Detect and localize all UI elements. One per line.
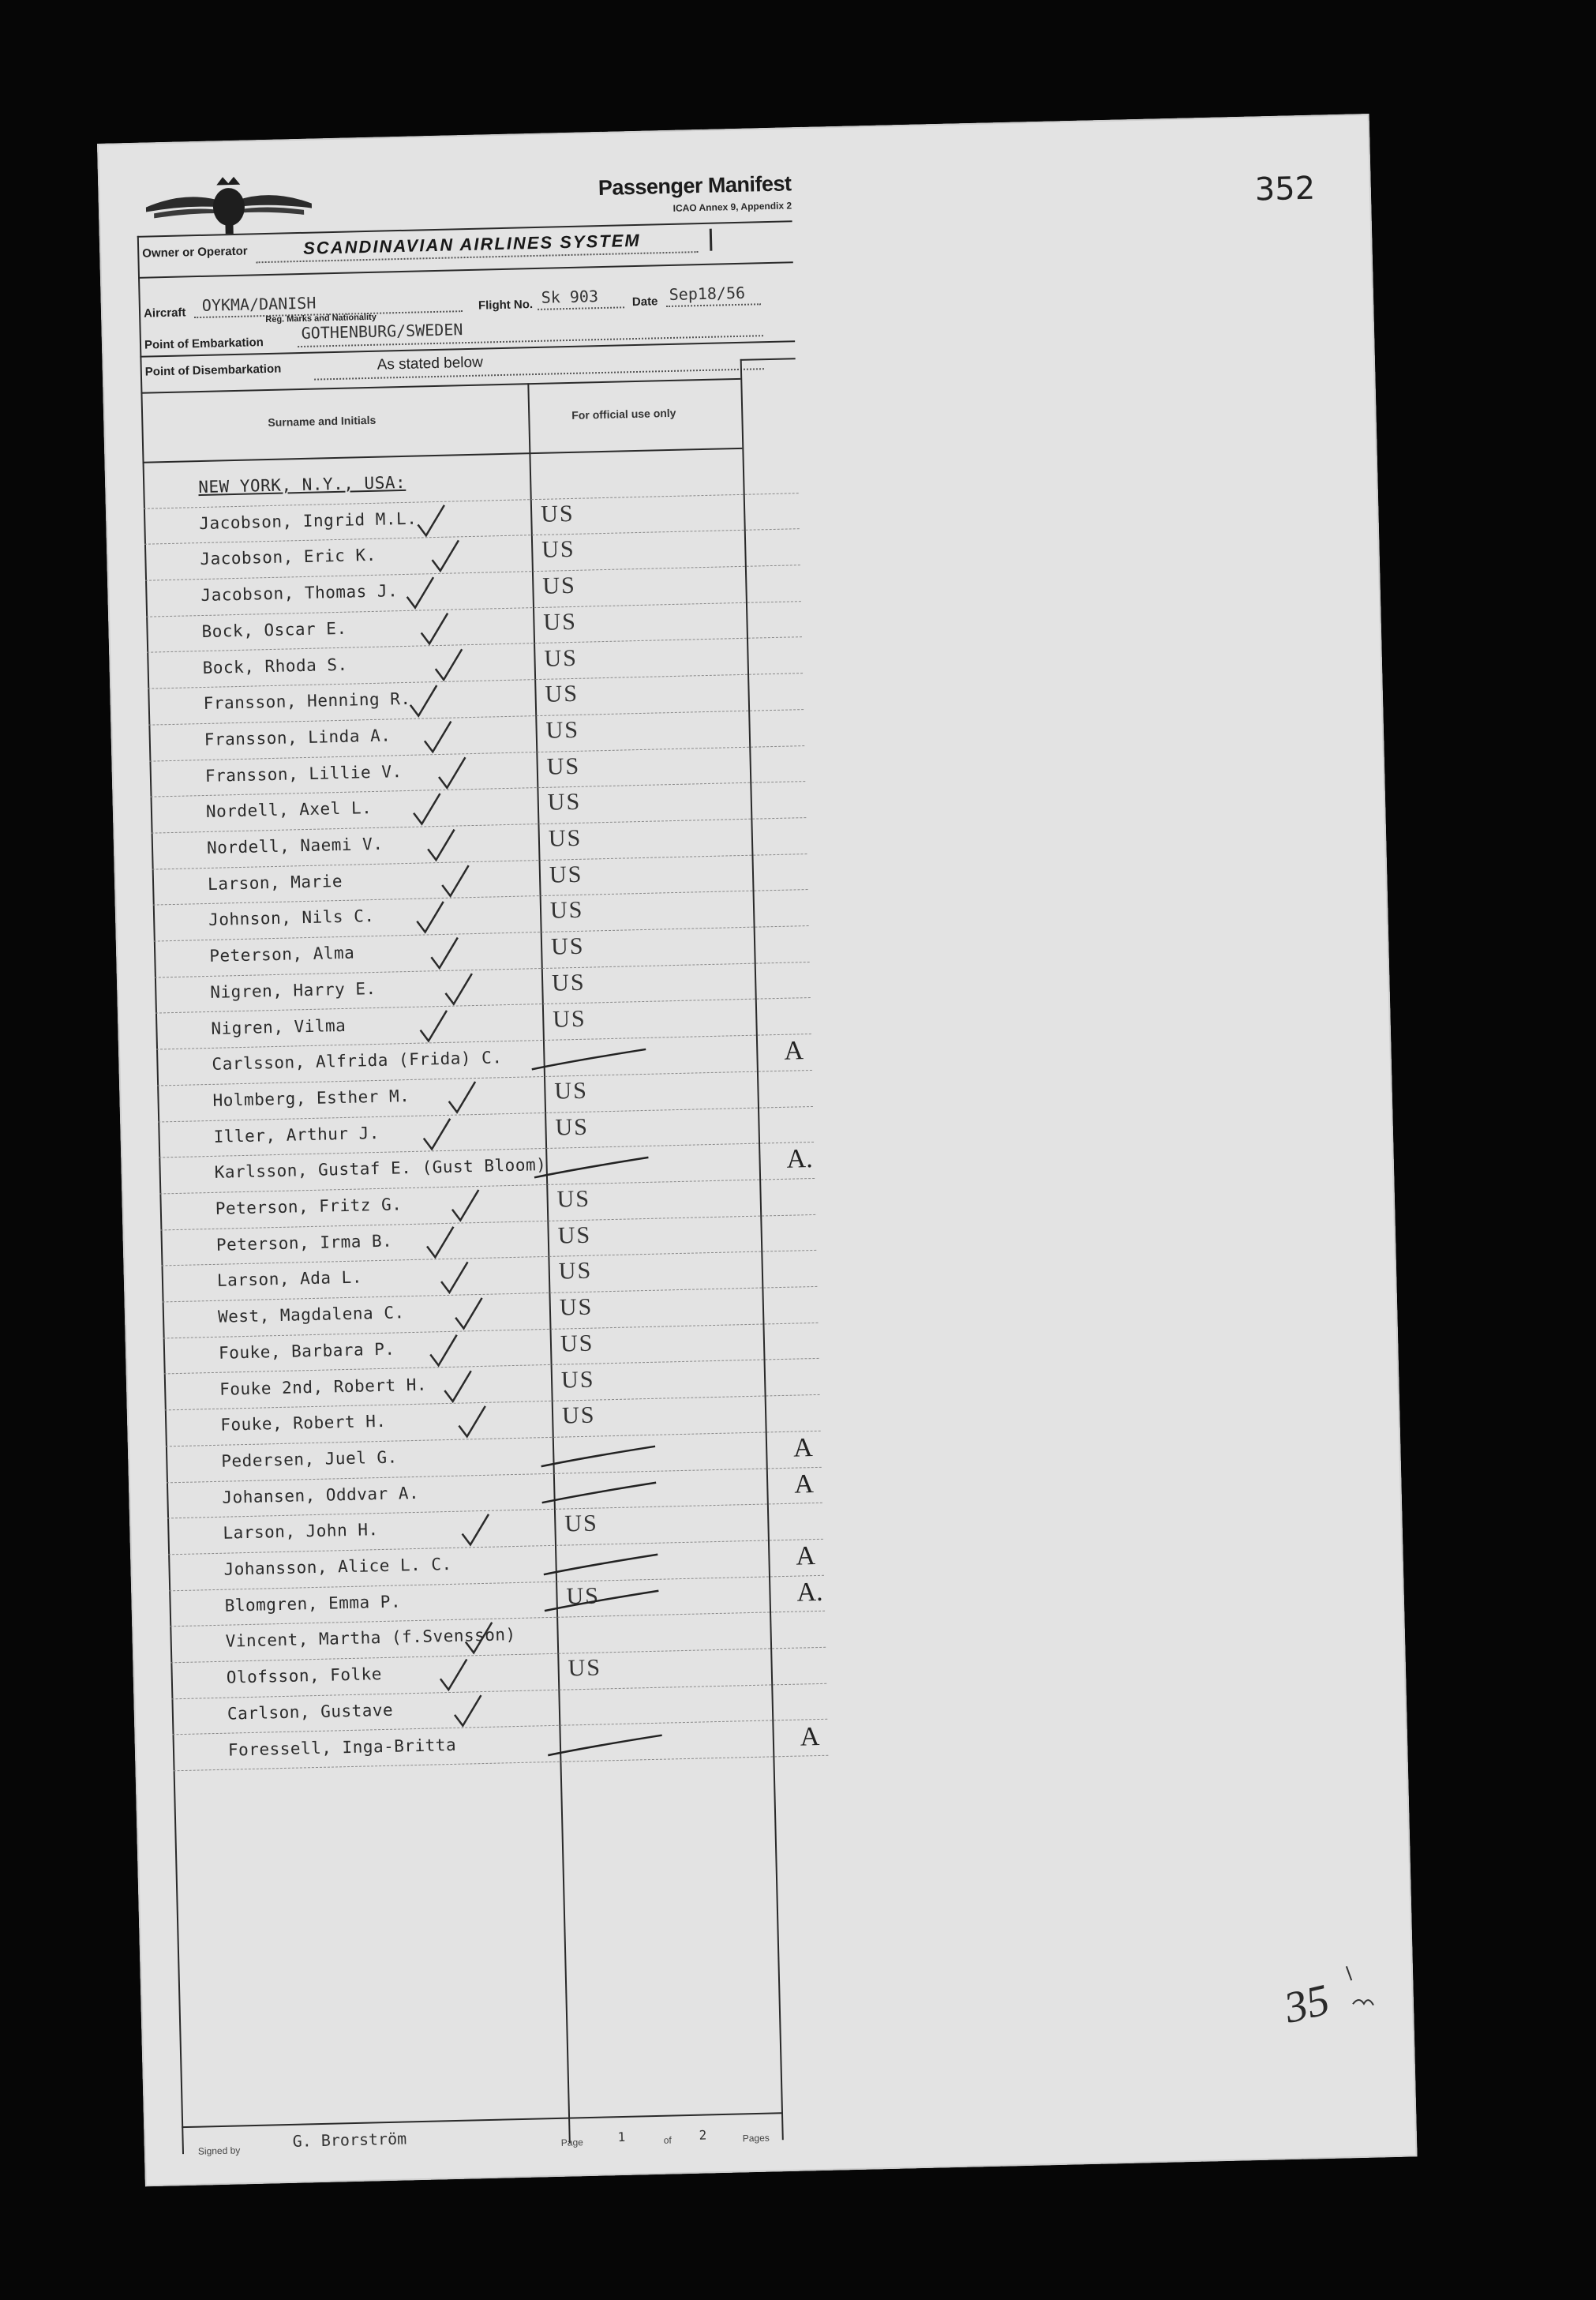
- flight-line: [538, 306, 624, 310]
- manifest-title: Passenger Manifest: [598, 171, 792, 201]
- embark-value: GOTHENBURG/SWEDEN: [301, 320, 463, 343]
- passenger-name: Johansson, Alice L. C.: [223, 1554, 452, 1579]
- flight-value: Sk 903: [541, 287, 599, 307]
- official-use-mark: US: [550, 932, 585, 960]
- strike-mark-icon: [540, 1582, 667, 1617]
- annotation-mark: A: [793, 1469, 815, 1499]
- checkmark-icon: [431, 1657, 503, 1694]
- of-value: 2: [699, 2127, 707, 2143]
- handwritten-note: [1277, 1957, 1389, 2039]
- official-use-mark: US: [543, 608, 578, 636]
- checkmark-icon: [424, 1332, 496, 1368]
- passenger-name: Nordell, Naemi V.: [206, 834, 384, 857]
- annotation-mark: A.: [786, 1144, 814, 1175]
- form-rule-1: [138, 261, 793, 279]
- passenger-name: Fransson, Lillie V.: [204, 761, 403, 786]
- disembark-label: Point of Disembarkation: [144, 362, 282, 379]
- page-number: 352: [1254, 170, 1316, 208]
- official-use-mark: US: [549, 897, 584, 925]
- passenger-name: Larson, John H.: [223, 1520, 379, 1544]
- passenger-name: Johansen, Oddvar A.: [222, 1483, 420, 1507]
- passenger-name: West, Magdalena C.: [217, 1303, 405, 1326]
- signed-by-value: G. Brorström: [292, 2129, 407, 2151]
- passenger-name: Bock, Oscar E.: [201, 618, 347, 641]
- owner-label: Owner or Operator: [142, 244, 248, 261]
- annotation-mark: A: [800, 1721, 820, 1752]
- footer-rule: [182, 2112, 781, 2128]
- flight-label: Flight No.: [478, 298, 534, 313]
- airline-logo: [137, 171, 320, 238]
- strike-mark-icon: [530, 1150, 657, 1184]
- checkmark-icon: [432, 1693, 504, 1729]
- official-use-mark: US: [558, 1258, 593, 1285]
- strike-mark-icon: [538, 1474, 665, 1509]
- passenger-name: Holmberg, Esther M.: [212, 1086, 410, 1110]
- official-use-mark: US: [560, 1366, 595, 1394]
- checkmark-icon: [428, 1513, 500, 1549]
- passenger-name: Pedersen, Juel G.: [221, 1447, 399, 1471]
- official-use-mark: US: [568, 1654, 602, 1682]
- checkmark-icon: [418, 1080, 489, 1116]
- checkmark-icon: [409, 719, 481, 756]
- form-step-rule: [740, 358, 796, 361]
- manifest-form: [137, 220, 837, 2157]
- official-use-mark: US: [544, 644, 579, 672]
- checkmark-icon: [406, 575, 478, 611]
- passenger-name: Larson, Ada L.: [216, 1267, 363, 1291]
- passenger-name: Olofsson, Folke: [226, 1664, 383, 1687]
- checkmark-icon: [410, 755, 481, 791]
- passenger-name: Bock, Rhoda S.: [202, 655, 348, 677]
- passenger-name: Carlsson, Alfrida (Frida) C.: [212, 1048, 503, 1075]
- official-use-mark: US: [564, 1510, 599, 1537]
- destination-heading: NEW YORK, N.Y., USA:: [198, 472, 406, 497]
- official-use-mark: US: [541, 572, 577, 599]
- checkmark-icon: [416, 1007, 488, 1044]
- official-column-header: For official use only: [571, 406, 676, 422]
- official-use-mark: US: [540, 500, 575, 527]
- official-use-mark: US: [548, 824, 583, 852]
- annotation-mark: A.: [796, 1577, 823, 1608]
- embark-label: Point of Embarkation: [144, 336, 264, 352]
- checkmark-icon: [410, 791, 482, 827]
- passenger-name: Iller, Arthur J.: [213, 1123, 380, 1146]
- passenger-name: Johnson, Nils C.: [208, 906, 375, 930]
- passenger-name: Jacobson, Eric K.: [200, 546, 377, 569]
- checkmark-icon: [408, 683, 480, 719]
- passenger-name: Larson, Marie: [207, 871, 343, 894]
- strike-mark-icon: [527, 1041, 654, 1076]
- checkmark-icon: [423, 1296, 495, 1333]
- reg-label: Reg. Marks and Nationality: [265, 312, 377, 325]
- page-label: Page: [560, 2137, 584, 2148]
- disembark-value: As stated below: [377, 354, 484, 373]
- of-label: of: [663, 2134, 672, 2146]
- official-use-mark: US: [551, 969, 586, 996]
- form-rule-3: [140, 378, 740, 394]
- checkmark-icon: [421, 1224, 493, 1260]
- official-use-mark: US: [545, 716, 580, 744]
- official-use-mark: US: [549, 861, 583, 888]
- passenger-name: Fouke, Robert H.: [219, 1412, 387, 1435]
- official-use-mark: US: [561, 1401, 596, 1429]
- checkmark-icon: [425, 1405, 497, 1441]
- pages-label: Pages: [742, 2132, 770, 2144]
- official-use-mark: US: [552, 1005, 587, 1033]
- owner-value: SCANDINAVIAN AIRLINES SYSTEM: [302, 230, 641, 258]
- checkmark-icon: [404, 503, 476, 539]
- official-use-mark: US: [566, 1582, 601, 1610]
- checkmark-icon: [414, 936, 486, 972]
- checkmark-icon: [407, 647, 479, 683]
- passenger-name: Nordell, Axel L.: [205, 798, 373, 822]
- passenger-name: Foressell, Inga-Britta: [227, 1735, 457, 1760]
- official-use-mark: US: [559, 1293, 594, 1321]
- official-use-mark: US: [545, 681, 579, 708]
- passenger-name: Nigren, Harry E.: [210, 978, 377, 1002]
- strike-mark-icon: [537, 1438, 664, 1473]
- handwritten-note-text: 35: [1279, 1975, 1335, 2033]
- checkmark-icon: [413, 863, 485, 899]
- annotation-mark: A: [792, 1432, 814, 1463]
- strike-mark-icon: [539, 1547, 666, 1581]
- checkmark-icon: [425, 1368, 496, 1405]
- passenger-name: Carlson, Gustave: [227, 1700, 394, 1724]
- official-use-mark: US: [556, 1185, 591, 1213]
- checkmark-icon: [415, 971, 487, 1007]
- checkmark-icon: [412, 827, 484, 864]
- passenger-name: Vincent, Martha (f.Svensson): [225, 1625, 516, 1652]
- owner-tick: [710, 229, 713, 251]
- manifest-sheet: [97, 114, 1418, 2186]
- passenger-name: Nigren, Vilma: [211, 1015, 347, 1038]
- official-use-mark: US: [547, 789, 582, 816]
- passenger-name: Fouke, Barbara P.: [218, 1339, 395, 1363]
- annotation-mark: A: [795, 1541, 816, 1571]
- passenger-name: Jacobson, Ingrid M.L.: [199, 508, 418, 533]
- official-use-mark: US: [554, 1077, 589, 1105]
- passenger-name: Fouke 2nd, Robert H.: [219, 1375, 428, 1399]
- signed-by-label: Signed by: [197, 2144, 241, 2157]
- aircraft-label: Aircraft: [143, 306, 186, 321]
- passenger-name: Peterson, Irma B.: [215, 1231, 393, 1255]
- official-use-mark: US: [557, 1221, 592, 1249]
- date-label: Date: [631, 295, 658, 310]
- official-use-mark: US: [546, 752, 581, 780]
- surname-column-header: Surname and Initials: [268, 413, 377, 429]
- passenger-name: Peterson, Fritz G.: [215, 1195, 403, 1218]
- manifest-subtitle: ICAO Annex 9, Appendix 2: [672, 200, 792, 214]
- date-line: [666, 303, 761, 307]
- page-value: 1: [617, 2129, 626, 2145]
- checkmark-icon: [418, 1116, 490, 1152]
- checkmark-icon: [405, 538, 477, 575]
- aircraft-value: OYKMA/DANISH: [201, 293, 317, 315]
- passenger-name: Karlsson, Gustaf E. (Gust Bloom): [214, 1155, 547, 1183]
- official-use-mark: US: [541, 536, 576, 564]
- passenger-name: Blomgren, Emma P.: [224, 1592, 402, 1615]
- passenger-name: Fransson, Linda A.: [204, 726, 392, 749]
- checkmark-icon: [406, 611, 478, 647]
- official-use-mark: US: [560, 1330, 594, 1357]
- checkmark-icon: [421, 1260, 493, 1296]
- strike-mark-icon: [543, 1727, 670, 1762]
- checkmark-icon: [430, 1621, 502, 1657]
- checkmark-icon: [414, 899, 485, 936]
- date-value: Sep18/56: [669, 283, 746, 304]
- passenger-name: Peterson, Alma: [209, 943, 355, 966]
- checkmark-icon: [420, 1188, 492, 1225]
- passenger-name: Jacobson, Thomas J.: [200, 581, 399, 606]
- official-use-mark: US: [555, 1113, 590, 1141]
- passenger-name: Fransson, Henning R.: [203, 689, 411, 714]
- annotation-mark: A: [783, 1036, 804, 1066]
